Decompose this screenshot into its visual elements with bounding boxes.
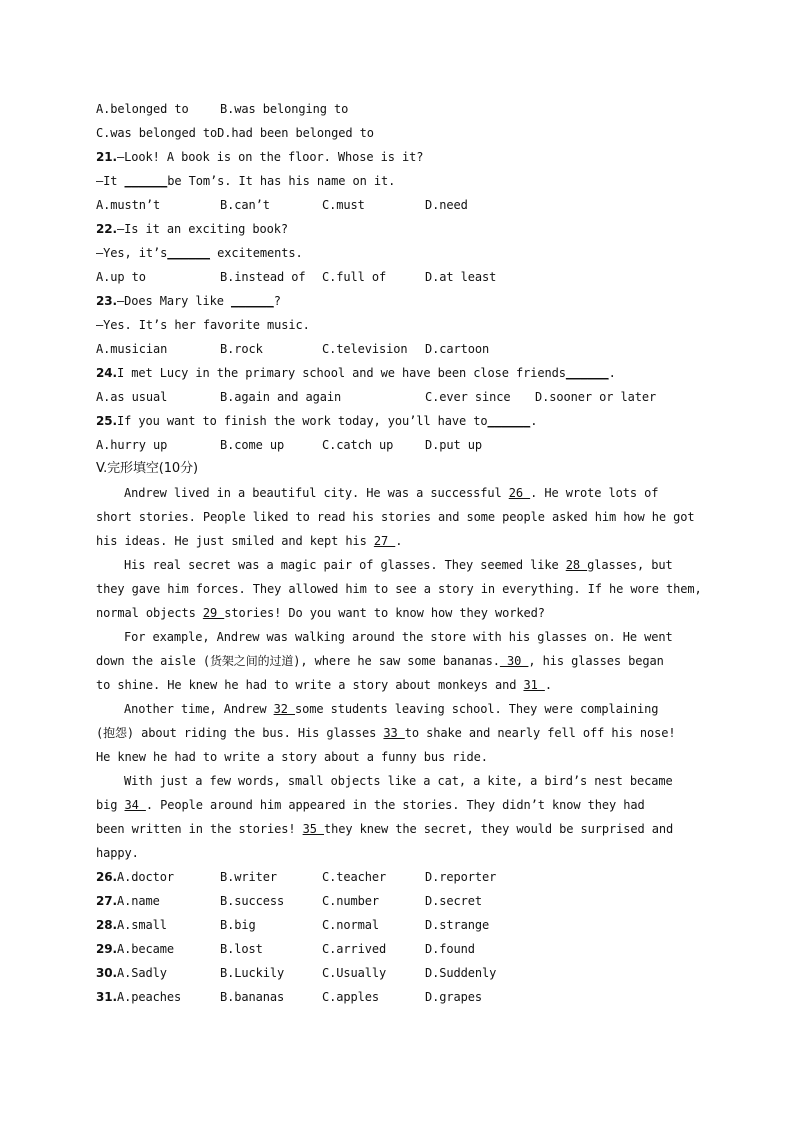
passage-line: With just a few words, small objects like a cat, a kite, a bird’s nest became — [124, 774, 673, 788]
choice-number: 29. — [96, 942, 117, 956]
choice-option-c: C.apples — [322, 990, 379, 1004]
choice-option-a: A.small — [116, 918, 167, 932]
q21-option-c: C.must — [322, 198, 365, 212]
blank-29: 29 — [202, 606, 225, 620]
passage-text: to shake and nearly fell off his nose! — [404, 726, 676, 740]
q23-number: 23. — [96, 294, 117, 308]
passage-text: Another time, Andrew — [124, 702, 274, 716]
passage-line — [96, 602, 545, 624]
passage-text: glasses, but — [587, 558, 673, 572]
q22-stem-text: —Is it an exciting book? — [116, 222, 288, 236]
q24-blank: ______ — [565, 366, 609, 380]
passage-text: . — [544, 678, 552, 692]
passage-text: stories! Do you want to know how they worked? — [224, 606, 545, 620]
q21-reply-pre: —It — [96, 174, 125, 188]
q25-stem — [96, 410, 537, 432]
choice-option-b: B.success — [220, 894, 285, 908]
passage-text: they knew the secret, they would be surprised and — [324, 822, 674, 836]
passage-line: He knew he had to write a story about a funny bus ride. — [96, 750, 488, 764]
q24-option-d: D.sooner or later — [535, 390, 657, 404]
q21-reply-post: be Tom’s. It has his name on it. — [167, 174, 396, 188]
q20-options-row2 — [96, 122, 374, 144]
choice-option-d: D.found — [425, 942, 475, 956]
q24-stem — [96, 362, 616, 384]
passage-text: . — [395, 534, 403, 548]
q21-option-a: A.mustn’t — [96, 198, 161, 212]
choice-option-c: C.normal — [322, 918, 379, 932]
blank-33: 33 — [383, 726, 405, 740]
blank-35: 35 — [302, 822, 324, 836]
blank-31: 31 — [523, 678, 545, 692]
passage-line: For example, Andrew was walking around the store with his glasses on. He went — [124, 630, 673, 644]
passage-line: they gave him forces. They allowed him to see a story in everything. If he wore them, — [96, 582, 702, 596]
q25-option-d: D.put up — [425, 438, 482, 452]
q20-option-d: D.had been belonged to — [217, 126, 374, 140]
q23-option-c: C.television — [322, 342, 408, 356]
passage-text: . He wrote lots of — [530, 486, 659, 500]
q23-option-b: B.rock — [220, 342, 263, 356]
q24-option-a: A.as usual — [96, 390, 168, 404]
choice-option-c: C.teacher — [322, 870, 387, 884]
q20-option-b: B.was belonging to — [220, 102, 349, 116]
choice-option-b: B.big — [220, 918, 256, 932]
q21-blank: ______ — [124, 174, 168, 188]
q23-option-d: D.cartoon — [425, 342, 490, 356]
q23-stem — [96, 290, 281, 312]
q25-option-c: C.catch up — [322, 438, 394, 452]
blank-32: 32 — [273, 702, 295, 716]
q24-option-b: B.again and again — [220, 390, 342, 404]
passage-line — [124, 698, 658, 720]
blank-30: 30 — [499, 654, 529, 668]
q25-option-a: A.hurry up — [96, 438, 168, 452]
choice-option-d: D.Suddenly — [425, 966, 497, 980]
choice-number: 28. — [96, 918, 117, 932]
q21-number: 21. — [96, 150, 117, 164]
passage-line — [96, 650, 664, 672]
choice-number: 31. — [96, 990, 117, 1004]
choice-option-a: A.became — [116, 942, 174, 956]
choice-number: 27. — [96, 894, 117, 908]
q24-option-c: C.ever since — [425, 390, 511, 404]
passage-text: His real secret was a magic pair of glasses. They seemed like — [124, 558, 566, 572]
passage-line — [96, 674, 552, 696]
passage-text: some students leaving school. They were complaining — [295, 702, 659, 716]
q22-blank: ______ — [167, 246, 210, 260]
choice-option-d: D.secret — [425, 894, 482, 908]
passage-line — [96, 818, 673, 840]
passage-text: big — [96, 798, 125, 812]
passage-text: , his glasses began — [528, 654, 664, 668]
q22-stem — [96, 218, 288, 240]
q20-option-a: A.belonged to — [96, 102, 189, 116]
q22-reply — [96, 242, 303, 264]
choice-option-a: A.peaches — [116, 990, 182, 1004]
choice-option-a: A.name — [116, 894, 160, 908]
choice-option-c: C.Usually — [322, 966, 387, 980]
q22-option-c: C.full of — [322, 270, 387, 284]
q21-option-b: B.can’t — [220, 198, 270, 212]
q20-option-c: C.was belonged to — [96, 126, 218, 140]
choice-option-d: D.reporter — [425, 870, 497, 884]
q23-blank: ______ — [230, 294, 274, 308]
q25-stem-post: . — [530, 414, 538, 428]
passage-line: happy. — [96, 846, 139, 860]
choice-option-b: B.writer — [220, 870, 277, 884]
q25-stem-pre: If you want to finish the work today, you’ll have to — [116, 414, 488, 428]
q25-option-b: B.come up — [220, 438, 285, 452]
q22-option-a: A.up to — [96, 270, 146, 284]
blank-28: 28 — [565, 558, 588, 572]
q24-number: 24. — [96, 366, 117, 380]
choice-option-a: A.doctor — [116, 870, 174, 884]
blank-34: 34 — [124, 798, 146, 812]
choice-option-b: B.bananas — [220, 990, 285, 1004]
q22-number: 22. — [96, 222, 117, 236]
passage-text: his ideas. He just smiled and kept his — [96, 534, 374, 548]
passage-line — [96, 530, 402, 552]
passage-text: to shine. He knew he had to write a story about monkeys and — [96, 678, 524, 692]
choice-option-c: C.number — [322, 894, 379, 908]
passage-text: (抱怨) about riding the bus. His glasses — [96, 726, 384, 740]
passage-line — [96, 794, 645, 816]
q23-stem-post: ? — [273, 294, 281, 308]
choice-number: 30. — [96, 966, 117, 980]
passage-line — [124, 554, 673, 576]
q24-stem-pre: I met Lucy in the primary school and we have been close friends — [116, 366, 566, 380]
passage-text: down the aisle (货架之间的过道), where he saw some bananas. — [96, 654, 500, 668]
passage-line — [96, 722, 676, 744]
choice-option-b: B.Luckily — [220, 966, 285, 980]
q21-option-d: D.need — [425, 198, 468, 212]
choice-number: 26. — [96, 870, 117, 884]
passage-line — [124, 482, 658, 504]
choice-option-d: D.grapes — [425, 990, 482, 1004]
choice-option-c: C.arrived — [322, 942, 387, 956]
q21-stem-text: —Look! A book is on the floor. Whose is it? — [116, 150, 424, 164]
choice-option-d: D.strange — [425, 918, 490, 932]
q24-stem-post: . — [608, 366, 616, 380]
q25-blank: ______ — [487, 414, 531, 428]
q22-option-b: B.instead of — [220, 270, 306, 284]
q25-number: 25. — [96, 414, 117, 428]
passage-line: short stories. People liked to read his stories and some people asked him how he got — [96, 510, 695, 524]
choice-option-a: A.Sadly — [116, 966, 167, 980]
section-heading: V.完形填空(10分) — [96, 461, 198, 476]
q21-reply — [96, 170, 395, 192]
passage-text: . People around him appeared in the stories. They didn’t know they had — [145, 798, 645, 812]
q22-option-d: D.at least — [425, 270, 497, 284]
q23-option-a: A.musician — [96, 342, 168, 356]
choice-option-b: B.lost — [220, 942, 263, 956]
q22-reply-pre: —Yes, it’s — [96, 246, 168, 260]
q22-reply-post: excitements. — [210, 246, 303, 260]
blank-27: 27 — [373, 534, 396, 548]
q21-stem — [96, 146, 423, 168]
passage-text: Andrew lived in a beautiful city. He was a successful — [124, 486, 509, 500]
q23-reply: —Yes. It’s her favorite music. — [96, 318, 310, 332]
blank-26: 26 — [508, 486, 531, 500]
q23-stem-pre: —Does Mary like — [116, 294, 231, 308]
passage-text: been written in the stories! — [96, 822, 303, 836]
passage-text: normal objects — [96, 606, 203, 620]
